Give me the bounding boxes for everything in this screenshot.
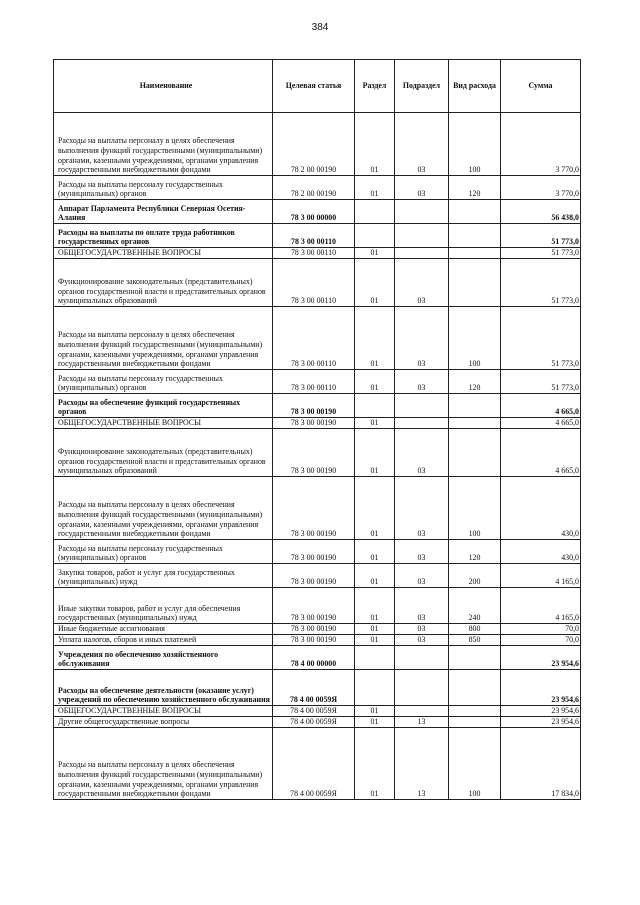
row-sum-cell: 56 438,0 (501, 200, 581, 224)
table-row (54, 646, 581, 670)
row-sum-cell: 4 665,0 (501, 394, 581, 418)
row-name-cell: Расходы на выплаты персоналу государственных (муниципальных) органов (54, 540, 273, 564)
row-sum-cell: 23 954,6 (501, 646, 581, 670)
row-target-cell: 78 2 00 00190 (273, 176, 355, 200)
row-section-cell: 01 (355, 248, 395, 259)
row-subsection-cell (395, 646, 449, 670)
row-subsection-cell: 03 (395, 370, 449, 394)
table-row (54, 624, 581, 635)
row-kind-cell (449, 670, 501, 706)
row-subsection-cell: 03 (395, 635, 449, 646)
row-subsection-cell (395, 418, 449, 429)
table-row (54, 728, 581, 800)
row-section-cell: 01 (355, 624, 395, 635)
row-target-cell: 78 3 00 00190 (273, 394, 355, 418)
row-kind-cell (449, 646, 501, 670)
row-name-cell: Расходы на выплаты персоналу в целях обеспечения выполнения функций государственными (муниципальными) органами, казенными учреждениями, органами управления государственными внебюджетными фондами (54, 113, 273, 176)
table-row (54, 370, 581, 394)
table-row (54, 224, 581, 248)
row-target-cell: 78 3 00 00110 (273, 307, 355, 370)
row-name-cell: Расходы на обеспечение функций государственных органов (54, 394, 273, 418)
row-section-cell: 01 (355, 307, 395, 370)
row-subsection-cell: 03 (395, 113, 449, 176)
budget-table (53, 59, 581, 800)
row-sum-cell: 70,0 (501, 624, 581, 635)
row-subsection-cell (395, 224, 449, 248)
page-number: 384 (311, 22, 329, 33)
table-row (54, 418, 581, 429)
row-name-cell: Иные бюджетные ассигнования (54, 624, 273, 635)
row-name-cell: Расходы на выплаты по оплате труда работников государственных органов (54, 224, 273, 248)
table-row (54, 200, 581, 224)
row-section-cell: 01 (355, 717, 395, 728)
table-row (54, 113, 581, 176)
row-name-cell: Расходы на выплаты персоналу государственных (муниципальных) органов (54, 370, 273, 394)
row-subsection-cell (395, 394, 449, 418)
row-subsection-cell: 13 (395, 717, 449, 728)
row-target-cell: 78 3 00 00190 (273, 635, 355, 646)
row-name-cell: Аппарат Парламента Республики Северная Осетия-Алания (54, 200, 273, 224)
row-sum-cell: 17 834,0 (501, 728, 581, 800)
header-sum: Сумма (501, 60, 581, 113)
row-section-cell: 01 (355, 588, 395, 624)
table-row (54, 176, 581, 200)
row-kind-cell (449, 248, 501, 259)
row-subsection-cell (395, 670, 449, 706)
row-section-cell: 01 (355, 564, 395, 588)
row-sum-cell: 4 665,0 (501, 418, 581, 429)
row-target-cell: 78 4 00 00000 (273, 646, 355, 670)
table-row (54, 429, 581, 477)
row-section-cell (355, 224, 395, 248)
row-target-cell: 78 3 00 00190 (273, 418, 355, 429)
table-row (54, 706, 581, 717)
row-sum-cell: 3 770,0 (501, 113, 581, 176)
table-body (54, 113, 581, 800)
row-kind-cell: 800 (449, 624, 501, 635)
table-row (54, 670, 581, 706)
header-kind: Вид расхода (449, 60, 501, 113)
row-subsection-cell: 03 (395, 429, 449, 477)
row-subsection-cell: 03 (395, 477, 449, 540)
table-row (54, 540, 581, 564)
row-sum-cell: 70,0 (501, 635, 581, 646)
header-name: Наименование (54, 60, 273, 113)
row-subsection-cell: 03 (395, 564, 449, 588)
row-sum-cell: 51 773,0 (501, 307, 581, 370)
row-target-cell: 78 3 00 00110 (273, 248, 355, 259)
header-subsection: Подраздел (395, 60, 449, 113)
row-kind-cell: 100 (449, 307, 501, 370)
row-name-cell: Расходы на выплаты персоналу в целях обеспечения выполнения функций государственными (муниципальными) органами, казенными учреждениями, органами управления государственными внебюджетными фондами (54, 307, 273, 370)
row-section-cell: 01 (355, 635, 395, 646)
row-target-cell: 78 4 00 0059Я (273, 706, 355, 717)
row-kind-cell: 850 (449, 635, 501, 646)
table-row (54, 248, 581, 259)
row-subsection-cell: 13 (395, 728, 449, 800)
table-row (54, 394, 581, 418)
table-row (54, 307, 581, 370)
header-target: Целевая статья (273, 60, 355, 113)
table-row (54, 635, 581, 646)
row-target-cell: 78 3 00 00190 (273, 564, 355, 588)
row-section-cell: 01 (355, 370, 395, 394)
row-name-cell: Уплата налогов, сборов и иных платежей (54, 635, 273, 646)
row-section-cell: 01 (355, 113, 395, 176)
row-section-cell: 01 (355, 728, 395, 800)
row-kind-cell: 100 (449, 113, 501, 176)
row-kind-cell: 100 (449, 728, 501, 800)
row-kind-cell: 100 (449, 477, 501, 540)
row-section-cell: 01 (355, 477, 395, 540)
row-section-cell: 01 (355, 706, 395, 717)
table-header-row (54, 60, 581, 113)
row-name-cell: ОБЩЕГОСУДАРСТВЕННЫЕ ВОПРОСЫ (54, 418, 273, 429)
row-subsection-cell: 03 (395, 540, 449, 564)
row-name-cell: Расходы на обеспечение деятельности (оказание услуг) учреждений по обеспечению хозяйственного обслуживания (54, 670, 273, 706)
row-kind-cell (449, 706, 501, 717)
row-subsection-cell (395, 200, 449, 224)
row-section-cell (355, 646, 395, 670)
row-target-cell: 78 3 00 00190 (273, 477, 355, 540)
row-kind-cell (449, 394, 501, 418)
row-target-cell: 78 3 00 00190 (273, 588, 355, 624)
row-kind-cell: 120 (449, 370, 501, 394)
table-row (54, 564, 581, 588)
row-subsection-cell: 03 (395, 259, 449, 307)
row-name-cell: Закупка товаров, работ и услуг для государственных (муниципальных) нужд (54, 564, 273, 588)
row-target-cell: 78 3 00 00190 (273, 624, 355, 635)
row-target-cell: 78 4 00 0059Я (273, 717, 355, 728)
row-section-cell: 01 (355, 540, 395, 564)
table-row (54, 259, 581, 307)
row-sum-cell: 51 773,0 (501, 248, 581, 259)
row-target-cell: 78 3 00 00000 (273, 200, 355, 224)
row-subsection-cell: 03 (395, 176, 449, 200)
row-section-cell: 01 (355, 429, 395, 477)
row-sum-cell: 51 773,0 (501, 370, 581, 394)
row-sum-cell: 4 665,0 (501, 429, 581, 477)
row-kind-cell (449, 429, 501, 477)
row-sum-cell: 430,0 (501, 540, 581, 564)
row-name-cell: ОБЩЕГОСУДАРСТВЕННЫЕ ВОПРОСЫ (54, 248, 273, 259)
row-sum-cell: 23 954,6 (501, 670, 581, 706)
row-section-cell: 01 (355, 259, 395, 307)
row-subsection-cell: 03 (395, 588, 449, 624)
row-subsection-cell: 03 (395, 307, 449, 370)
header-section: Раздел (355, 60, 395, 113)
row-target-cell: 78 3 00 00110 (273, 370, 355, 394)
row-section-cell (355, 200, 395, 224)
row-name-cell: Расходы на выплаты персоналу в целях обеспечения выполнения функций государственными (муниципальными) органами, казенными учреждениями, органами управления государственными внебюджетными фондами (54, 728, 273, 800)
row-target-cell: 78 3 00 00190 (273, 429, 355, 477)
row-kind-cell: 240 (449, 588, 501, 624)
table-row (54, 588, 581, 624)
row-name-cell: Функционирование законодательных (представительных) органов государственной власти и представительных органов муниципальных образований (54, 259, 273, 307)
row-section-cell: 01 (355, 418, 395, 429)
row-kind-cell (449, 418, 501, 429)
row-target-cell: 78 3 00 00110 (273, 224, 355, 248)
row-sum-cell: 4 165,0 (501, 588, 581, 624)
row-kind-cell (449, 200, 501, 224)
row-section-cell (355, 670, 395, 706)
row-sum-cell: 3 770,0 (501, 176, 581, 200)
row-target-cell: 78 4 00 0059Я (273, 728, 355, 800)
row-sum-cell: 23 954,6 (501, 717, 581, 728)
row-name-cell: Расходы на выплаты персоналу государственных (муниципальных) органов (54, 176, 273, 200)
row-kind-cell (449, 224, 501, 248)
row-kind-cell (449, 259, 501, 307)
table-row (54, 717, 581, 728)
row-subsection-cell (395, 248, 449, 259)
row-name-cell: Другие общегосударственные вопросы (54, 717, 273, 728)
row-name-cell: Учреждения по обеспечению хозяйственного обслуживания (54, 646, 273, 670)
row-name-cell: Расходы на выплаты персоналу в целях обеспечения выполнения функций государственными (муниципальными) органами, казенными учреждениями, органами управления государственными внебюджетными фондами (54, 477, 273, 540)
row-subsection-cell: 03 (395, 624, 449, 635)
row-kind-cell: 200 (449, 564, 501, 588)
row-section-cell: 01 (355, 176, 395, 200)
row-target-cell: 78 4 00 0059Я (273, 670, 355, 706)
row-target-cell: 78 3 00 00110 (273, 259, 355, 307)
row-subsection-cell (395, 706, 449, 717)
row-sum-cell: 4 165,0 (501, 564, 581, 588)
row-sum-cell: 430,0 (501, 477, 581, 540)
row-target-cell: 78 2 00 00190 (273, 113, 355, 176)
row-sum-cell: 23 954,6 (501, 706, 581, 717)
row-name-cell: Функционирование законодательных (представительных) органов государственной власти и представительных органов муниципальных образований (54, 429, 273, 477)
row-kind-cell: 120 (449, 176, 501, 200)
table-row (54, 477, 581, 540)
row-kind-cell: 120 (449, 540, 501, 564)
row-section-cell (355, 394, 395, 418)
row-target-cell: 78 3 00 00190 (273, 540, 355, 564)
row-name-cell: ОБЩЕГОСУДАРСТВЕННЫЕ ВОПРОСЫ (54, 706, 273, 717)
row-name-cell: Иные закупки товаров, работ и услуг для обеспечения государственных (муниципальных) нужд (54, 588, 273, 624)
row-sum-cell: 51 773,0 (501, 259, 581, 307)
row-sum-cell: 51 773,0 (501, 224, 581, 248)
row-kind-cell (449, 717, 501, 728)
